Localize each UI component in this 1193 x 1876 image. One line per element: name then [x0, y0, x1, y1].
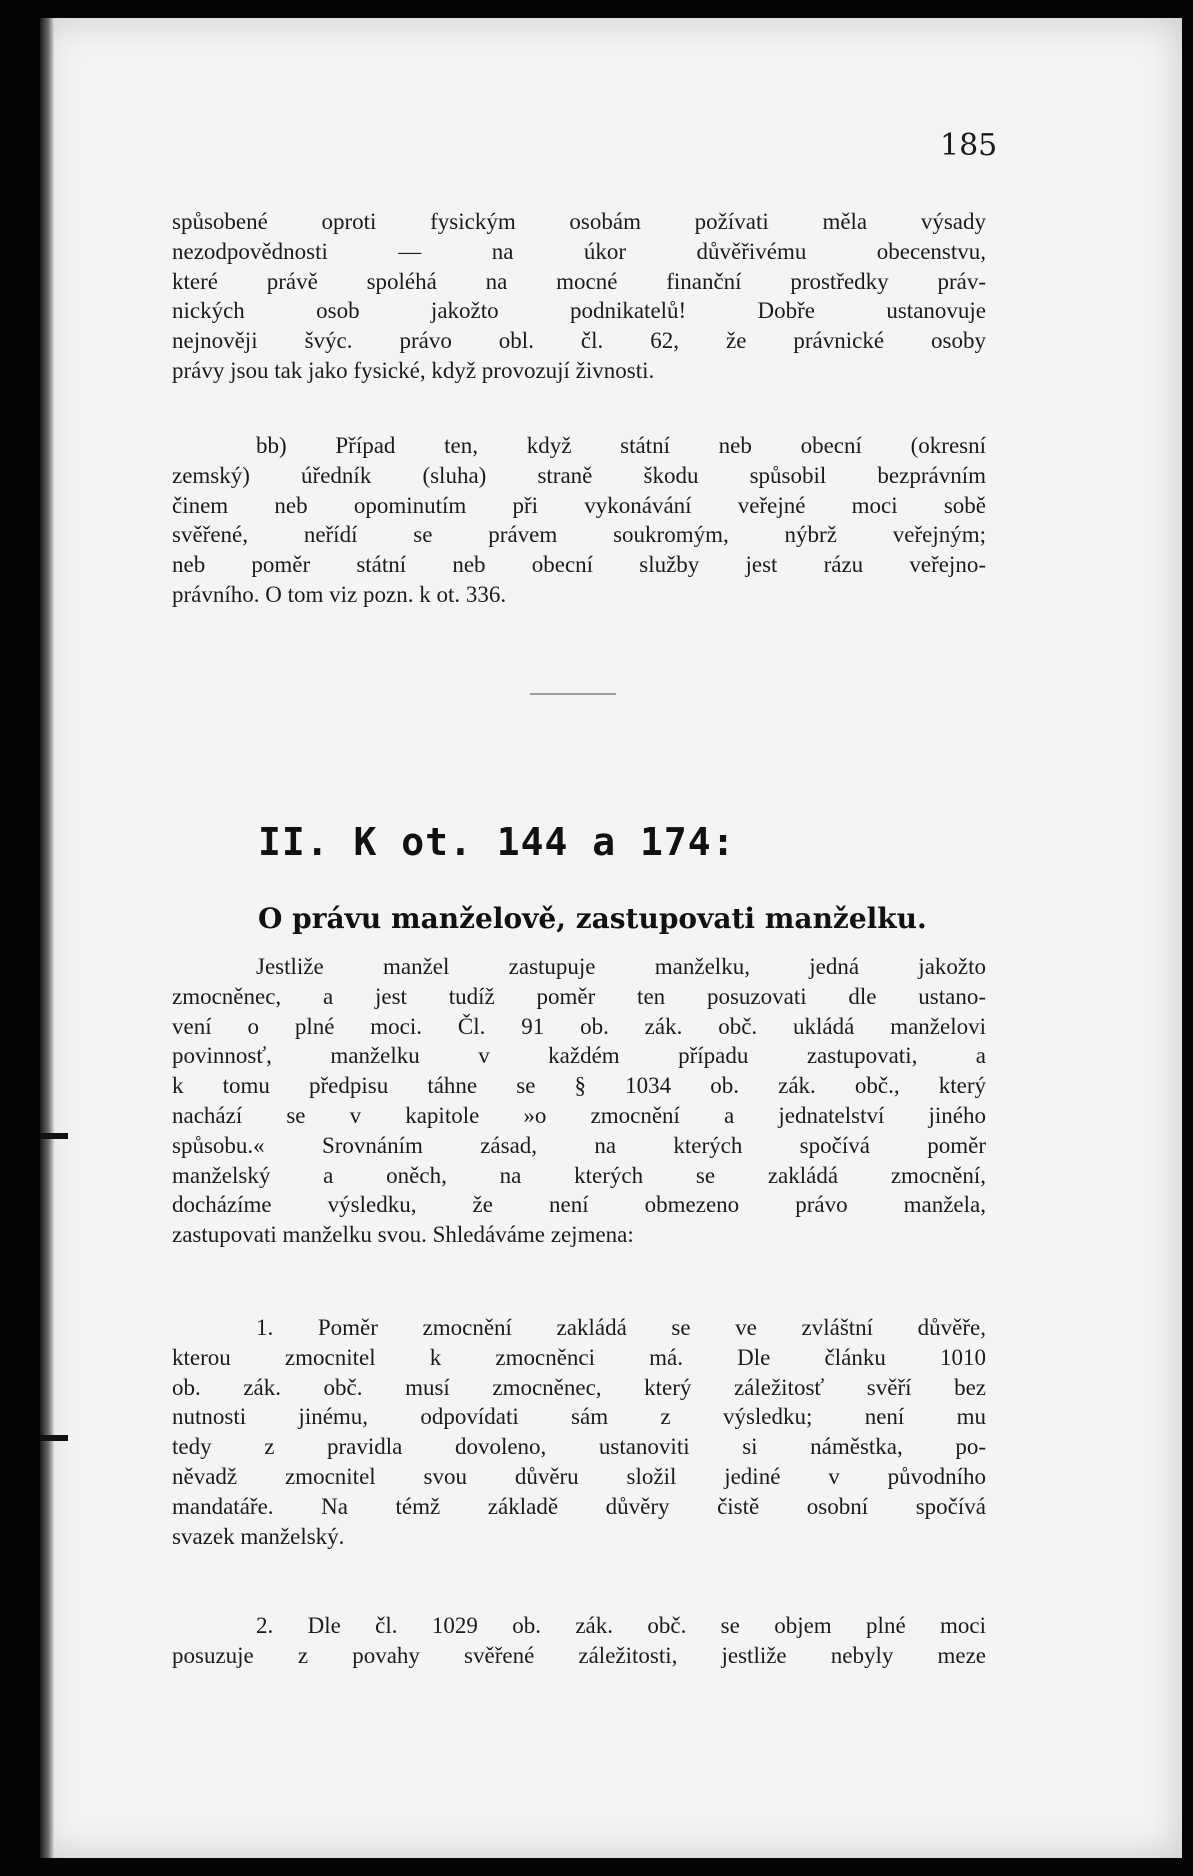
text-line: 2. Dle čl. 1029 ob. zák. obč. se objem plné moci [256, 1613, 986, 1638]
text-line: nutnosti jinému, odpovídati sám z výsledku; není mu [172, 1404, 986, 1430]
text-line: k tomu předpisu táhne se § 1034 ob. zák. obč., který [172, 1073, 986, 1099]
text-line: které právě spoléhá na mocné finanční prostředky práv- [172, 268, 986, 294]
text-line: nachází se v kapitole »o zmocnění a jednatelství jiného [172, 1102, 986, 1128]
text-line: 1. Poměr zmocnění zakládá se ve zvláštní důvěře, [256, 1315, 986, 1340]
text-line: kterou zmocnitel k zmocněnci má. Dle článku 1010 [172, 1344, 986, 1370]
text-line: nejnověji švýc. právo obl. čl. 62, že právnické osoby [172, 328, 986, 354]
section-heading: II. K ot. 144 a 174: [258, 820, 736, 864]
text-line: nických osob jakožto podnikatelů! Dobře ustanovuje [172, 298, 986, 324]
text-line: právy jsou tak jako fysické, když provozují živnosti. [172, 357, 655, 383]
text-line: Jestliže manžel zastupuje manželku, jedná jakožto [256, 954, 986, 979]
text-line: neb poměr státní neb obecní služby jest rázu veřejno- [172, 552, 986, 578]
text-line: docházíme výsledku, že není obmezeno právo manžela, [172, 1192, 986, 1218]
page-number: 185 [940, 128, 998, 163]
text-line: zmocněnec, a jest tudíž poměr ten posuzovati dle ustano- [172, 983, 986, 1009]
gutter-mark [40, 1435, 68, 1441]
text-line: spůsobené oproti fysickým osobám požívati měla výsady [172, 209, 986, 234]
text-line: něvadž zmocnitel svou důvěru složil jediné v původního [172, 1463, 986, 1489]
text-line: činem neb opominutím při vykonávání veřejné moci sobě [172, 492, 986, 518]
text-line: manželský a oněch, na kterých se zakládá zmocnění, [172, 1162, 986, 1188]
text-line: povinnosť, manželku v každém případu zastupovati, a [172, 1043, 986, 1069]
text-line: mandatáře. Na témž základě důvěry čistě osobní spočívá [172, 1493, 986, 1519]
book-spine-edge [40, 18, 54, 1858]
text-line: bb) Případ ten, když státní neb obecní (okresní [256, 433, 986, 458]
section-divider [530, 693, 616, 695]
text-line: právního. O tom viz pozn. k ot. 336. [172, 581, 507, 607]
paragraph-intro [172, 952, 986, 1250]
paragraph-continuation [172, 207, 986, 386]
text-line: nezodpovědnosti — na úkor důvěřivému obecenstvu, [172, 238, 986, 264]
text-line: ob. zák. obč. musí zmocněnec, který záležitosť svěří bez [172, 1374, 986, 1400]
text-line: posuzuje z povahy svěřené záležitosti, jestliže nebyly meze [172, 1642, 986, 1668]
paragraph-point-2 [172, 1611, 986, 1671]
text-line: svěřené, neřídí se právem soukromým, nýbrž veřejným; [172, 522, 986, 548]
paragraph-point-1 [172, 1313, 986, 1551]
paragraph-bb [172, 431, 986, 610]
text-line: spůsobu.« Srovnáním zásad, na kterých spočívá poměr [172, 1132, 986, 1158]
text-line: zemský) úředník (sluha) straně škodu spůsobil bezprávním [172, 462, 986, 488]
text-line: tedy z pravidla dovoleno, ustanoviti si náměstka, po- [172, 1434, 986, 1460]
text-line: svazek manželský. [172, 1523, 345, 1549]
gutter-mark [40, 1133, 68, 1139]
text-line: zastupovati manželku svou. Shledáváme zejmena: [172, 1222, 634, 1248]
text-line: vení o plné moci. Čl. 91 ob. zák. obč. ukládá manželovi [172, 1013, 986, 1039]
section-title: O právu manželově, zastupovati manželku. [258, 902, 927, 935]
